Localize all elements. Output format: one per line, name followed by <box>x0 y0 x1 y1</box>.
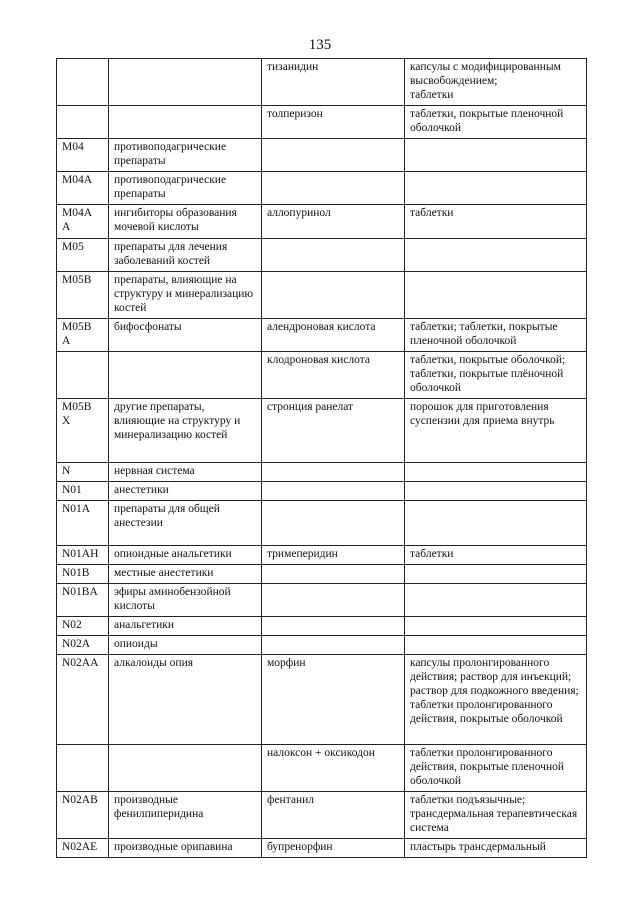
cell-name <box>262 463 405 482</box>
cell-code <box>57 59 109 106</box>
cell-code <box>57 745 109 792</box>
cell-name <box>262 482 405 501</box>
cell-code: N02AB <box>57 792 109 839</box>
cell-form: таблетки, покрытые оболочкой; таблетки, покрытые плёночной оболочкой <box>405 352 587 399</box>
cell-code: M04A <box>57 172 109 205</box>
cell-form <box>405 463 587 482</box>
cell-group: противоподагрические препараты <box>109 139 262 172</box>
table-row <box>57 501 587 546</box>
cell-group: препараты для лечения заболеваний костей <box>109 239 262 272</box>
cell-name <box>262 584 405 617</box>
table-row <box>57 636 587 655</box>
cell-group: местные анестетики <box>109 565 262 584</box>
table-row <box>57 546 587 565</box>
cell-name: фентанил <box>262 792 405 839</box>
cell-name <box>262 172 405 205</box>
cell-code: N02A <box>57 636 109 655</box>
cell-group <box>109 59 262 106</box>
cell-form: капсулы с модифицированным высвобождением; таблетки <box>405 59 587 106</box>
cell-name: морфин <box>262 655 405 745</box>
cell-form: таблетки пролонгированного действия, покрытые пленочной оболочкой <box>405 745 587 792</box>
cell-form <box>405 636 587 655</box>
cell-form: таблетки <box>405 205 587 239</box>
table-row <box>57 399 587 463</box>
cell-code: N01BA <box>57 584 109 617</box>
cell-form: таблетки; таблетки, покрытые пленочной оболочкой <box>405 319 587 352</box>
cell-code <box>57 352 109 399</box>
cell-group: производные фенилпиперидина <box>109 792 262 839</box>
cell-code: N01A <box>57 501 109 546</box>
cell-group: анальгетики <box>109 617 262 636</box>
cell-code: M05 <box>57 239 109 272</box>
cell-form <box>405 239 587 272</box>
cell-name <box>262 617 405 636</box>
cell-group: анестетики <box>109 482 262 501</box>
cell-form <box>405 584 587 617</box>
cell-form <box>405 617 587 636</box>
cell-name: стронция ранелат <box>262 399 405 463</box>
cell-group: алкалоиды опия <box>109 655 262 745</box>
cell-form: порошок для приготовления суспензии для приема внутрь <box>405 399 587 463</box>
table-row <box>57 584 587 617</box>
cell-name: аллопуринол <box>262 205 405 239</box>
table-row <box>57 792 587 839</box>
cell-form <box>405 482 587 501</box>
cell-name: толперизон <box>262 106 405 139</box>
cell-name: тизанидин <box>262 59 405 106</box>
table-row <box>57 205 587 239</box>
cell-name <box>262 239 405 272</box>
cell-form: таблетки, покрытые пленочной оболочкой <box>405 106 587 139</box>
cell-code <box>57 106 109 139</box>
cell-code: M05B <box>57 272 109 319</box>
cell-group: производные орипавина <box>109 839 262 858</box>
cell-form <box>405 272 587 319</box>
cell-form: капсулы пролонгированного действия; раствор для инъекций; раствор для подкожного введения; таблетки пролонгированного действия, покрытые оболочкой <box>405 655 587 745</box>
cell-code: M05B A <box>57 319 109 352</box>
cell-code: N01AH <box>57 546 109 565</box>
cell-code: M04A A <box>57 205 109 239</box>
table-row <box>57 617 587 636</box>
cell-code: N02 <box>57 617 109 636</box>
cell-code: M04 <box>57 139 109 172</box>
table-row <box>57 482 587 501</box>
table-row <box>57 655 587 745</box>
cell-group: препараты для общей анестезии <box>109 501 262 546</box>
table-row <box>57 106 587 139</box>
table-row <box>57 565 587 584</box>
cell-group: ингибиторы образования мочевой кислоты <box>109 205 262 239</box>
cell-code: N01B <box>57 565 109 584</box>
table-row <box>57 839 587 858</box>
cell-name: тримеперидин <box>262 546 405 565</box>
cell-name: бупренорфин <box>262 839 405 858</box>
cell-form <box>405 565 587 584</box>
cell-group: опиоидные анальгетики <box>109 546 262 565</box>
cell-name: клодроновая кислота <box>262 352 405 399</box>
cell-group: другие препараты, влияющие на структуру и минерализацию костей <box>109 399 262 463</box>
cell-group: противоподагрические препараты <box>109 172 262 205</box>
table-row <box>57 352 587 399</box>
cell-group: эфиры аминобензойной кислоты <box>109 584 262 617</box>
table-row <box>57 272 587 319</box>
table-row <box>57 463 587 482</box>
cell-group <box>109 745 262 792</box>
cell-form <box>405 139 587 172</box>
cell-form: таблетки подъязычные; трансдермальная терапевтическая система <box>405 792 587 839</box>
table-row <box>57 745 587 792</box>
cell-group <box>109 106 262 139</box>
table-row <box>57 139 587 172</box>
cell-code: M05B X <box>57 399 109 463</box>
table-row <box>57 319 587 352</box>
cell-group <box>109 352 262 399</box>
cell-code: N <box>57 463 109 482</box>
cell-form <box>405 172 587 205</box>
page-number: 135 <box>308 37 332 53</box>
cell-name: налоксон + оксикодон <box>262 745 405 792</box>
cell-code: N02AE <box>57 839 109 858</box>
cell-name <box>262 636 405 655</box>
cell-name <box>262 272 405 319</box>
cell-form: таблетки <box>405 546 587 565</box>
cell-name <box>262 565 405 584</box>
cell-code: N01 <box>57 482 109 501</box>
medication-table <box>56 58 587 858</box>
cell-group: нервная система <box>109 463 262 482</box>
cell-form <box>405 501 587 546</box>
cell-group: бифосфонаты <box>109 319 262 352</box>
table-row <box>57 172 587 205</box>
cell-code: N02AA <box>57 655 109 745</box>
cell-name <box>262 501 405 546</box>
cell-name: алендроновая кислота <box>262 319 405 352</box>
table-row <box>57 59 587 106</box>
table-row <box>57 239 587 272</box>
cell-form: пластырь трансдермальный <box>405 839 587 858</box>
cell-name <box>262 139 405 172</box>
cell-group: опиоиды <box>109 636 262 655</box>
cell-group: препараты, влияющие на структуру и минерализацию костей <box>109 272 262 319</box>
